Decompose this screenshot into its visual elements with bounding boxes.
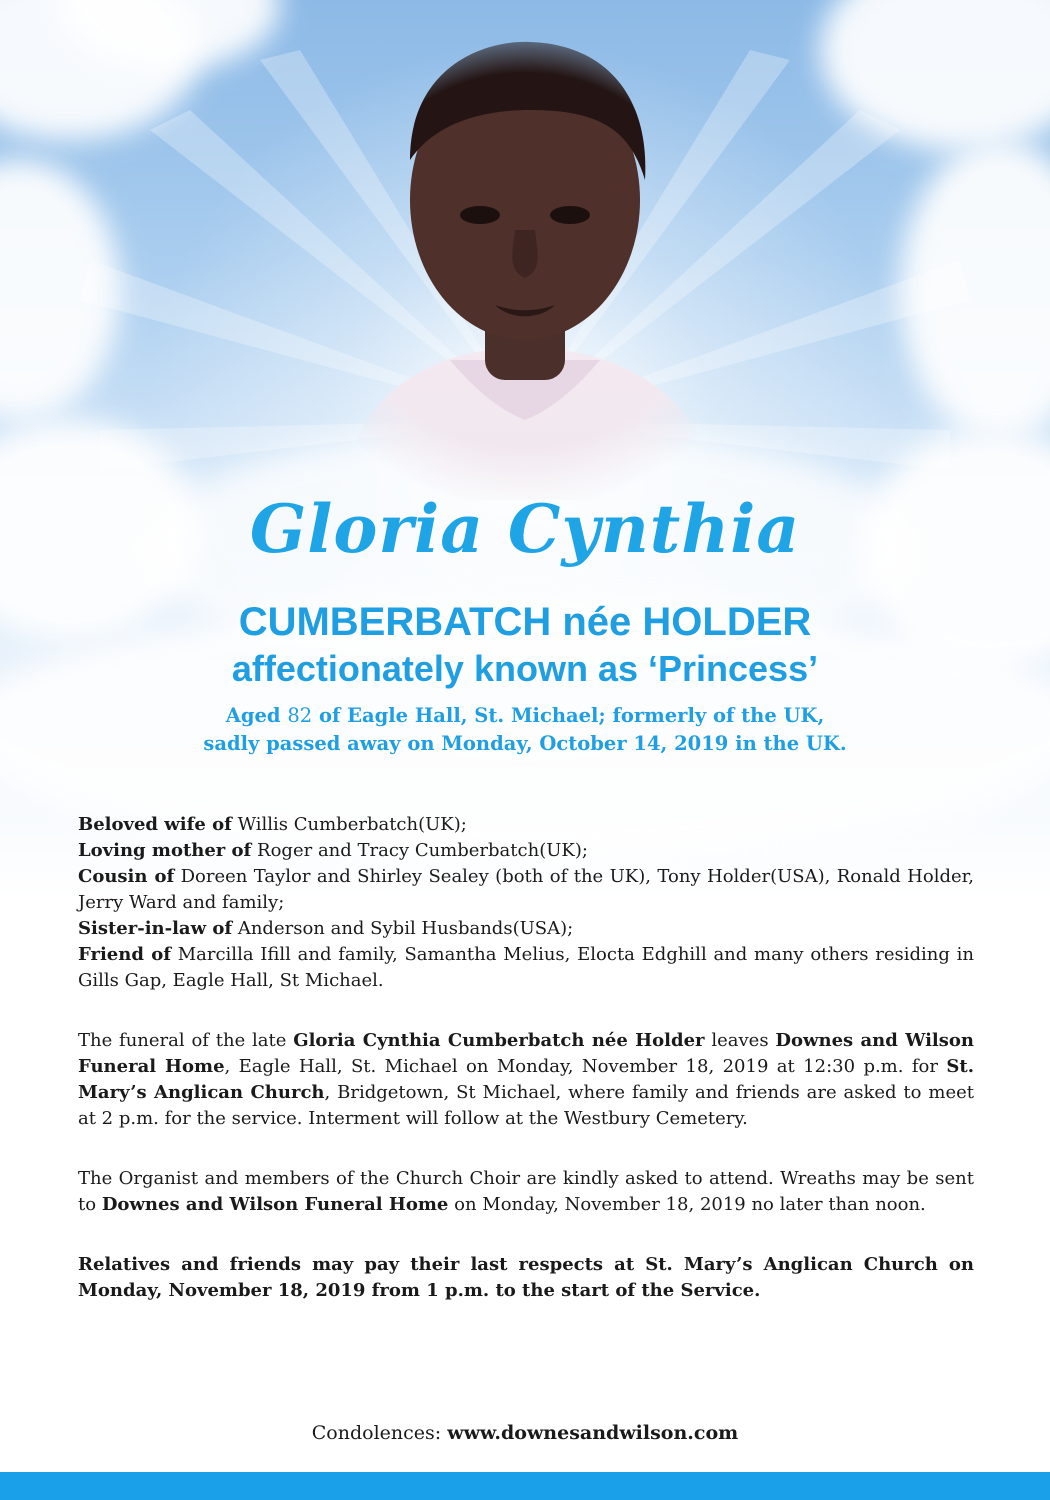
condolences-label: Condolences: <box>311 1422 442 1444</box>
mother-label: Loving mother of <box>78 840 252 861</box>
aged-rest: of Eagle Hall, St. Michael; formerly of the UK, <box>318 704 825 727</box>
funeral-paragraph <box>78 1028 974 1132</box>
surname-heading: CUMBERBATCH née HOLDER <box>238 600 812 644</box>
passing-line: sadly passed away on Monday, October 14, 2019 in the UK. <box>203 732 847 755</box>
wife-text: Willis Cumberbatch(UK); <box>237 814 467 835</box>
bottom-accent-bar <box>0 1472 1050 1500</box>
funeral-text-4: , Bridgetown, St Michael, where family and friends are asked to meet at 2 p.m. for the service. Interment will follow at the Westbury Cemetery. <box>78 1082 974 1129</box>
church-name: St. Mary’s Anglican Church <box>78 1056 974 1103</box>
age-and-passing <box>0 702 1050 758</box>
family-sister-in-law <box>78 916 974 942</box>
family-cousin <box>78 864 974 916</box>
family-friend <box>78 942 974 994</box>
nickname-line: affectionately known as ‘Princess’ <box>231 648 819 689</box>
funeral-text-3: , Eagle Hall, St. Michael on Monday, November 18, 2019 at 12:30 p.m. for <box>224 1056 938 1077</box>
family-wife <box>78 812 974 838</box>
age-value: 82 <box>287 704 313 727</box>
respects-text: Relatives and friends may pay their last respects at St. Mary’s Anglican Church on Monday, November 18, 2019 from 1 p.m. to the start of the Service. <box>78 1254 974 1301</box>
wife-label: Beloved wife of <box>78 814 232 835</box>
cousin-text: Doreen Taylor and Shirley Sealey (both of the UK), Tony Holder(USA), Ronald Holder, Jerry Ward and family; <box>78 866 974 913</box>
condolences-line <box>0 1422 1050 1444</box>
deceased-name: Gloria Cynthia Cumberbatch née Holder <box>293 1030 705 1051</box>
sister-text: Anderson and Sybil Husbands(USA); <box>237 918 574 939</box>
organist-text-1: The Organist and members of the Church Choir are kindly asked to attend. Wreaths may be sent to <box>78 1168 974 1215</box>
funeral-text-2: leaves <box>711 1030 769 1051</box>
age-line <box>0 702 1050 730</box>
sister-label: Sister-in-law of <box>78 918 233 939</box>
mother-text: Roger and Tracy Cumberbatch(UK); <box>257 840 588 861</box>
obituary-body <box>78 812 974 1304</box>
first-names-heading: Gloria Cynthia <box>249 490 801 568</box>
organist-text-2: on Monday, November 18, 2019 no later than noon. <box>454 1194 926 1215</box>
organist-paragraph <box>78 1166 974 1218</box>
wreath-funeral-home: Downes and Wilson Funeral Home <box>101 1194 449 1215</box>
cousin-label: Cousin of <box>78 866 175 887</box>
aged-label: Aged <box>225 704 281 727</box>
friend-label: Friend of <box>78 944 171 965</box>
funeral-home-name: Downes and Wilson Funeral Home <box>78 1030 974 1077</box>
portrait-photo <box>300 30 750 500</box>
website-link[interactable]: www.downesandwilson.com <box>447 1422 739 1444</box>
funeral-text-1: The funeral of the late <box>78 1030 287 1051</box>
family-mother <box>78 838 974 864</box>
respects-paragraph <box>78 1252 974 1304</box>
friend-text: Marcilla Ifill and family, Samantha Melius, Elocta Edghill and many others residing in Gills Gap, Eagle Hall, St Michael. <box>78 944 974 991</box>
